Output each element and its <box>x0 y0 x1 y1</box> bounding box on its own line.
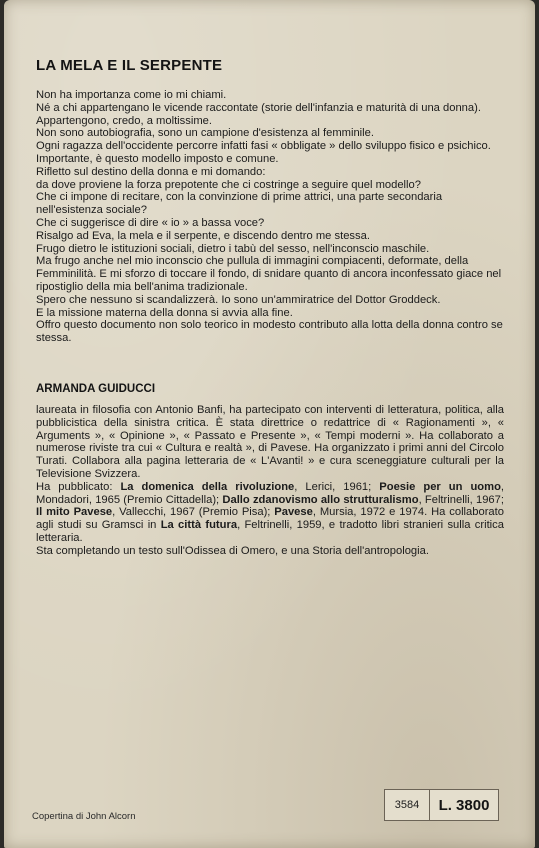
blurb-line: Né a chi appartengano le vicende raccontate (storie dell'infanzia e maturità di una donna). <box>36 101 481 114</box>
blurb-line: Importante, è questo modello imposto e comune. <box>36 152 279 165</box>
blurb-line: Non sono autobiografia, sono un campione d'esistenza al femminile. <box>36 127 374 140</box>
work-publisher: , Mondadori, 1965 (Premio Cittadella); <box>36 480 505 506</box>
price-label: L. 3800 <box>438 796 490 814</box>
work-publisher: , Feltrinelli, 1959, e tradotto libri stranieri sulla critica letteraria. <box>36 519 504 544</box>
blurb-line: Risalgo ad Eva, la mela e il serpente, e discendo dentro me stessa. <box>36 229 370 242</box>
blurb-line: Che ci suggerisce di dire « io » a bassa voce? <box>36 216 265 229</box>
author-name: ARMANDA GUIDUCCI <box>36 383 156 395</box>
work-title: Poesie per un uomo <box>379 480 501 493</box>
blurb-line: da dove proviene la forza prepotente che ci costringe a seguire quel modello? <box>36 178 421 191</box>
cover-credit: Copertina di John Alcorn <box>32 811 136 822</box>
blurb-line: Rifletto sul destino della donna e mi domando: <box>36 165 266 178</box>
work-title: Pavese <box>274 506 313 519</box>
bio-publications <box>36 481 504 545</box>
blurb-line: Frugo dietro le istituzioni sociali, dietro i tabù del sesso, nell'inconscio maschile. <box>36 242 430 255</box>
book-title: LA MELA E IL SERPENTE <box>36 57 223 74</box>
publications-intro: Ha pubblicato: <box>36 480 121 493</box>
work-publisher: , Vallecchi, 1967 (Premio Pisa); <box>112 506 275 519</box>
work-title: Dallo zdanovismo allo strutturalismo <box>222 493 419 506</box>
author-biography <box>36 404 504 558</box>
price-box <box>384 789 499 821</box>
book-back-cover <box>4 0 535 848</box>
blurb-line: Ogni ragazza dell'occidente percorre infatti fasi « obbligate » dello sviluppo fisico e psichico. <box>36 140 491 153</box>
blurb-line: Ma frugo anche nel mio inconscio che pullula di immagini compiacenti, deformate, della Femminilità. E mi sforzo di toccare il fondo, di snidare quanto di ancora inconfessato giace nel ripostiglio della mia bell'anima tradizionale. <box>36 255 502 293</box>
work-title: La domenica della rivoluzione <box>120 480 295 493</box>
blurb-line: Appartengono, credo, a moltissime. <box>36 114 212 127</box>
catalog-number: 3584 <box>385 790 430 820</box>
blurb-line: Non ha importanza come io mi chiami. <box>36 89 227 101</box>
work-publisher: , Lerici, 1961; <box>294 480 380 493</box>
blurb-line: Spero che nessuno si scandalizzerà. Io sono un'ammiratrice del Dottor Groddeck. <box>36 293 441 306</box>
blurb-text <box>36 89 506 345</box>
blurb-line: Offro questo documento non solo teorico in modesto contributo alla lotta della donna contro se stessa. <box>36 319 503 345</box>
work-publisher: , Mursia, 1972 e 1974. Ha collaborato agli studi su Gramsci in <box>36 506 504 532</box>
bio-paragraph: Sta completando un testo sull'Odissea di Omero, e una Storia dell'antropologia. <box>36 544 429 557</box>
work-publisher: , Feltrinelli, 1967; <box>418 493 504 506</box>
bio-paragraph: laureata in filosofia con Antonio Banfi, ha partecipato con interventi di letteratura, politica, alla pubblicistica della sinistra critica. È stata direttrice o redattrice di « Ragionamenti », « Arguments », « Opinione », « Passato e Presente », « Tempi moderni ». Ha collaborato a numerose riviste tra cui « Cultura e realtà », di Pavese. Ha organizzato i primi anni del Circolo Turati. Collabora alla pagina letteraria de « L'Avanti! » e cura sceneggiature culturali per la Televisione Svizzera. <box>36 404 504 480</box>
blurb-line: E la missione materna della donna si avvia alla fine. <box>36 306 293 319</box>
blurb-line: Che ci impone di recitare, con la convinzione di prime attrici, una parte secondaria nell'esistenza sociale? <box>36 191 443 217</box>
work-title: La città futura <box>160 519 238 532</box>
work-title: Il mito Pavese <box>36 506 113 519</box>
